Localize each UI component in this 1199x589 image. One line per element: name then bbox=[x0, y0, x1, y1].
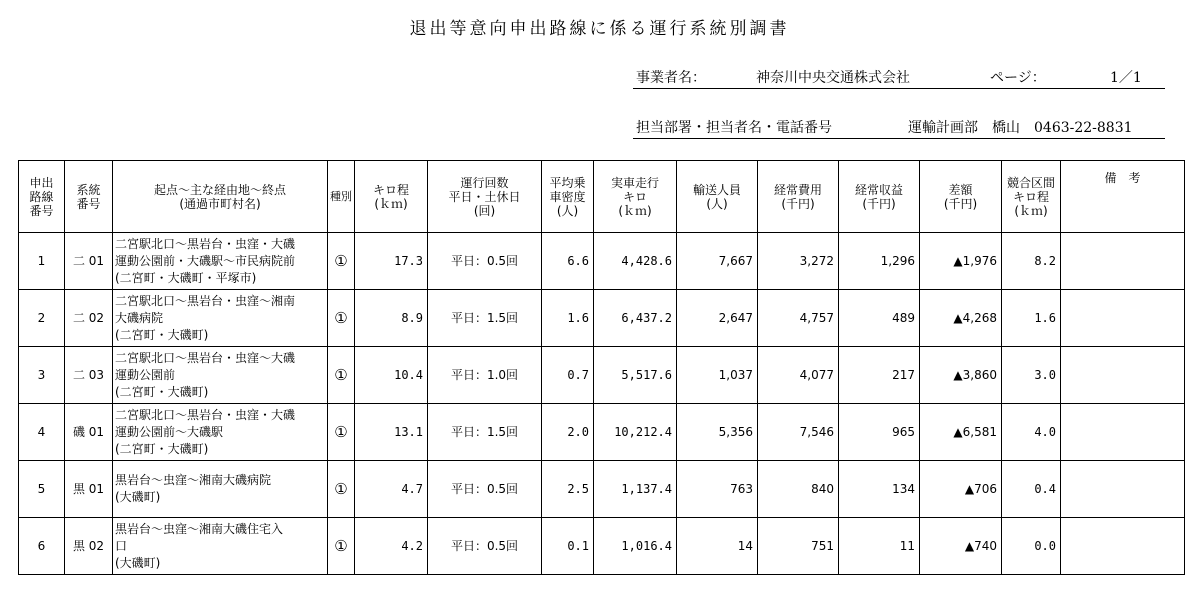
cell-actual-km: 6,437.2 bbox=[594, 290, 677, 347]
table-row bbox=[19, 347, 1185, 404]
header-cost: 経常費用 (千円) bbox=[758, 161, 839, 233]
operator-name: 神奈川中央交通株式会社 bbox=[756, 70, 910, 86]
cell-diff: ▲706 bbox=[920, 461, 1002, 518]
cell-system: 二 01 bbox=[65, 233, 113, 290]
cell-distance: 13.1 bbox=[355, 404, 428, 461]
cell-diff: ▲3,860 bbox=[920, 347, 1002, 404]
header-trips: 運行回数 平日・土休日 (回) bbox=[428, 161, 542, 233]
cell-remarks bbox=[1061, 347, 1185, 404]
cell-diff: ▲6,581 bbox=[920, 404, 1002, 461]
cell-no: 6 bbox=[19, 518, 65, 575]
cell-density: 6.6 bbox=[542, 233, 594, 290]
cell-no: 1 bbox=[19, 233, 65, 290]
cell-density: 2.5 bbox=[542, 461, 594, 518]
cell-compete: 3.0 bbox=[1002, 347, 1061, 404]
cell-density: 2.0 bbox=[542, 404, 594, 461]
cell-cost: 4,077 bbox=[758, 347, 839, 404]
cell-no: 5 bbox=[19, 461, 65, 518]
cell-kind: ① bbox=[328, 290, 355, 347]
cell-system: 二 03 bbox=[65, 347, 113, 404]
cell-density: 1.6 bbox=[542, 290, 594, 347]
header-passengers: 輸送人員 (人) bbox=[677, 161, 758, 233]
cell-kind: ① bbox=[328, 404, 355, 461]
header-compete: 競合区間 キロ程 (ｋｍ) bbox=[1002, 161, 1061, 233]
page-number: 1／1 bbox=[1110, 70, 1142, 86]
cell-trips: 平日：1.5回 bbox=[428, 404, 542, 461]
cell-distance: 8.9 bbox=[355, 290, 428, 347]
page-label: ページ： bbox=[990, 70, 1046, 86]
cell-trips: 平日：1.0回 bbox=[428, 347, 542, 404]
cell-compete: 8.2 bbox=[1002, 233, 1061, 290]
cell-revenue: 217 bbox=[839, 347, 920, 404]
cell-route: 二宮駅北口～黒岩台・虫窪～湘南 大磯病院 (二宮町・大磯町) bbox=[113, 290, 328, 347]
cell-route: 二宮駅北口～黒岩台・虫窪～大磯 運動公園前 (二宮町・大磯町) bbox=[113, 347, 328, 404]
table-header-row bbox=[19, 161, 1185, 233]
cell-distance: 17.3 bbox=[355, 233, 428, 290]
cell-no: 2 bbox=[19, 290, 65, 347]
table-row bbox=[19, 461, 1185, 518]
cell-compete: 4.0 bbox=[1002, 404, 1061, 461]
cell-route: 黒岩台～虫窪～湘南大磯病院 (大磯町) bbox=[113, 461, 328, 518]
header-actual-km: 実車走行 キロ (ｋｍ) bbox=[594, 161, 677, 233]
cell-route: 二宮駅北口～黒岩台・虫窪・大磯 運動公園前・大磯駅～市民病院前 (二宮町・大磯町・平塚市) bbox=[113, 233, 328, 290]
cell-actual-km: 10,212.4 bbox=[594, 404, 677, 461]
contact-underline bbox=[633, 138, 1165, 139]
header-diff: 差額 (千円) bbox=[920, 161, 1002, 233]
cell-passengers: 2,647 bbox=[677, 290, 758, 347]
cell-no: 3 bbox=[19, 347, 65, 404]
cell-system: 黒 01 bbox=[65, 461, 113, 518]
cell-passengers: 7,667 bbox=[677, 233, 758, 290]
cell-system: 二 02 bbox=[65, 290, 113, 347]
cell-route: 黒岩台～虫窪～湘南大磯住宅入 口 (大磯町) bbox=[113, 518, 328, 575]
cell-actual-km: 1,016.4 bbox=[594, 518, 677, 575]
cell-diff: ▲1,976 bbox=[920, 233, 1002, 290]
cell-remarks bbox=[1061, 290, 1185, 347]
cell-kind: ① bbox=[328, 347, 355, 404]
contact-label: 担当部署・担当者名・電話番号 bbox=[636, 120, 832, 136]
cell-revenue: 11 bbox=[839, 518, 920, 575]
operator-label: 事業者名： bbox=[636, 70, 706, 86]
table-row bbox=[19, 290, 1185, 347]
cell-compete: 1.6 bbox=[1002, 290, 1061, 347]
cell-actual-km: 1,137.4 bbox=[594, 461, 677, 518]
table-row bbox=[19, 233, 1185, 290]
cell-revenue: 965 bbox=[839, 404, 920, 461]
cell-actual-km: 4,428.6 bbox=[594, 233, 677, 290]
cell-distance: 4.2 bbox=[355, 518, 428, 575]
cell-no: 4 bbox=[19, 404, 65, 461]
cell-actual-km: 5,517.6 bbox=[594, 347, 677, 404]
cell-cost: 751 bbox=[758, 518, 839, 575]
header-density: 平均乗 車密度 (人) bbox=[542, 161, 594, 233]
header-route: 起点～主な経由地～終点 (通過市町村名) bbox=[113, 161, 328, 233]
cell-revenue: 134 bbox=[839, 461, 920, 518]
header-revenue: 経常収益 (千円) bbox=[839, 161, 920, 233]
cell-cost: 3,272 bbox=[758, 233, 839, 290]
cell-system: 黒 02 bbox=[65, 518, 113, 575]
cell-revenue: 489 bbox=[839, 290, 920, 347]
cell-route: 二宮駅北口～黒岩台・虫窪・大磯 運動公園前～大磯駅 (二宮町・大磯町) bbox=[113, 404, 328, 461]
cell-density: 0.1 bbox=[542, 518, 594, 575]
header-remarks: 備 考 bbox=[1061, 161, 1185, 233]
cell-remarks bbox=[1061, 461, 1185, 518]
cell-remarks bbox=[1061, 404, 1185, 461]
operator-underline bbox=[633, 88, 1165, 89]
cell-distance: 4.7 bbox=[355, 461, 428, 518]
cell-diff: ▲4,268 bbox=[920, 290, 1002, 347]
cell-kind: ① bbox=[328, 461, 355, 518]
table-row bbox=[19, 518, 1185, 575]
cell-trips: 平日：0.5回 bbox=[428, 518, 542, 575]
document-title: 退出等意向申出路線に係る運行系統別調書 bbox=[409, 19, 790, 39]
cell-cost: 4,757 bbox=[758, 290, 839, 347]
cell-remarks bbox=[1061, 233, 1185, 290]
header-system-no: 系統 番号 bbox=[65, 161, 113, 233]
cell-revenue: 1,296 bbox=[839, 233, 920, 290]
table-row bbox=[19, 404, 1185, 461]
cell-passengers: 763 bbox=[677, 461, 758, 518]
cell-distance: 10.4 bbox=[355, 347, 428, 404]
cell-passengers: 5,356 bbox=[677, 404, 758, 461]
cell-trips: 平日：1.5回 bbox=[428, 290, 542, 347]
header-kind: 種別 bbox=[328, 161, 355, 233]
cell-density: 0.7 bbox=[542, 347, 594, 404]
contact-value: 運輸計画部 橋山 0463-22-8831 bbox=[908, 120, 1133, 136]
cell-remarks bbox=[1061, 518, 1185, 575]
cell-compete: 0.0 bbox=[1002, 518, 1061, 575]
cell-kind: ① bbox=[328, 518, 355, 575]
cell-cost: 840 bbox=[758, 461, 839, 518]
cell-compete: 0.4 bbox=[1002, 461, 1061, 518]
cell-passengers: 14 bbox=[677, 518, 758, 575]
cell-trips: 平日：0.5回 bbox=[428, 461, 542, 518]
cell-kind: ① bbox=[328, 233, 355, 290]
header-distance: キロ程 (ｋｍ) bbox=[355, 161, 428, 233]
route-table bbox=[18, 160, 1185, 575]
header-apply-no: 申出 路線 番号 bbox=[19, 161, 65, 233]
cell-system: 磯 01 bbox=[65, 404, 113, 461]
cell-cost: 7,546 bbox=[758, 404, 839, 461]
cell-diff: ▲740 bbox=[920, 518, 1002, 575]
cell-trips: 平日：0.5回 bbox=[428, 233, 542, 290]
cell-passengers: 1,037 bbox=[677, 347, 758, 404]
